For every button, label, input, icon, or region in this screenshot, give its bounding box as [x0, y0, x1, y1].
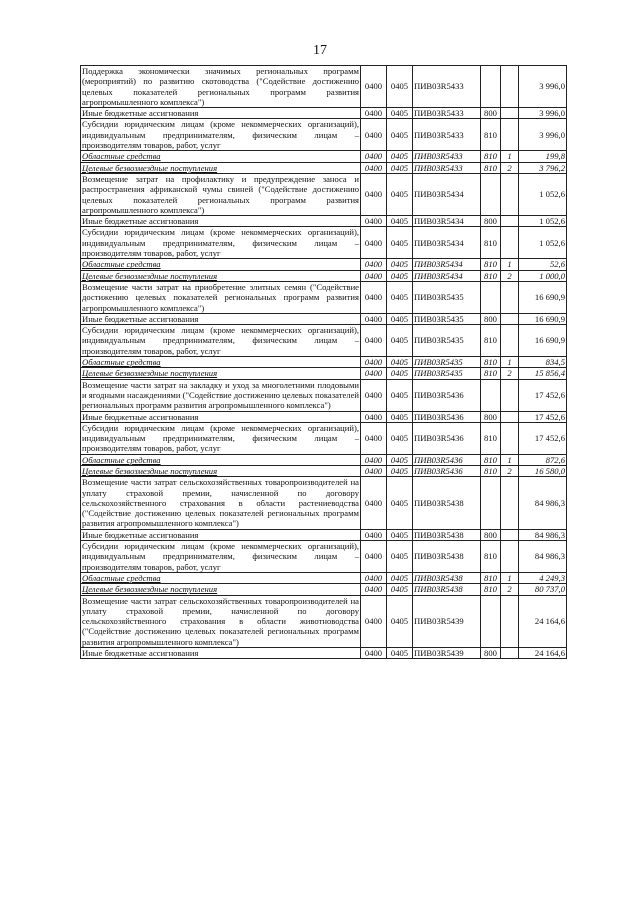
row-name: Областные средства: [81, 572, 361, 583]
funding-source-code: 1: [501, 572, 519, 583]
expense-type-code: 800: [481, 529, 501, 540]
funding-source-code: [501, 379, 519, 411]
funding-source-code: [501, 529, 519, 540]
table-row: [81, 66, 567, 108]
amount: 17 452,6: [519, 379, 567, 411]
expense-type-code: 810: [481, 259, 501, 270]
expense-type-code: [481, 379, 501, 411]
target-article-code: ПИВ03R5438: [413, 477, 481, 529]
subsection-code: 0405: [387, 227, 413, 259]
target-article-code: ПИВ03R5435: [413, 357, 481, 368]
table-row: [81, 584, 567, 595]
subsection-code: 0405: [387, 151, 413, 162]
target-article-code: ПИВ03R5435: [413, 313, 481, 324]
funding-source-code: [501, 281, 519, 313]
row-name: Возмещение части затрат на приобретение элитных семян ("Содействие достижению целевых показателей региональных программ развития агропромышленного комплекса"): [82, 281, 359, 313]
expense-type-code: 810: [481, 584, 501, 595]
section-code: 0400: [361, 270, 387, 281]
subsection-code: 0405: [387, 368, 413, 379]
table-row: [81, 465, 567, 476]
funding-source-code: 2: [501, 584, 519, 595]
target-article-code: ПИВ03R5436: [413, 465, 481, 476]
section-code: 0400: [361, 325, 387, 357]
amount: 84 986,3: [519, 529, 567, 540]
amount: 15 856,4: [519, 368, 567, 379]
table-row: [81, 411, 567, 422]
subsection-code: 0405: [387, 477, 413, 529]
table-row: [81, 572, 567, 583]
amount: 3 996,0: [519, 119, 567, 151]
row-name: Возмещение части затрат сельскохозяйственных товаропроизводителей на уплату страховой премии, начисленной по договору сельскохозяйственного страхования в области животноводства ("Содействие достижению целевых показателей региональных программ развития агропромышленного комплекса"): [82, 595, 359, 647]
subsection-code: 0405: [387, 595, 413, 647]
row-name: Иные бюджетные ассигнования: [81, 411, 361, 422]
target-article-code: ПИВ03R5434: [413, 173, 481, 215]
expense-type-code: [481, 595, 501, 647]
expense-type-code: 800: [481, 648, 501, 659]
target-article-code: ПИВ03R5438: [413, 541, 481, 573]
section-code: 0400: [361, 529, 387, 540]
section-code: 0400: [361, 465, 387, 476]
amount: 24 164,6: [519, 648, 567, 659]
subsection-code: 0405: [387, 325, 413, 357]
subsection-code: 0405: [387, 281, 413, 313]
subsection-code: 0405: [387, 572, 413, 583]
amount: 872,6: [519, 454, 567, 465]
subsection-code: 0405: [387, 529, 413, 540]
section-code: 0400: [361, 411, 387, 422]
section-code: 0400: [361, 66, 387, 108]
table-row: [81, 162, 567, 173]
section-code: 0400: [361, 281, 387, 313]
row-name: Целевые безвозмездные поступления: [81, 465, 361, 476]
expense-type-code: 810: [481, 465, 501, 476]
expense-type-code: [481, 281, 501, 313]
target-article-code: ПИВ03R5433: [413, 119, 481, 151]
subsection-code: 0405: [387, 119, 413, 151]
target-article-code: ПИВ03R5434: [413, 270, 481, 281]
section-code: 0400: [361, 173, 387, 215]
target-article-code: ПИВ03R5436: [413, 411, 481, 422]
section-code: 0400: [361, 357, 387, 368]
table-row: [81, 270, 567, 281]
target-article-code: ПИВ03R5438: [413, 529, 481, 540]
funding-source-code: [501, 325, 519, 357]
target-article-code: ПИВ03R5434: [413, 259, 481, 270]
funding-source-code: 1: [501, 454, 519, 465]
table-row: [81, 454, 567, 465]
funding-source-code: [501, 119, 519, 151]
target-article-code: ПИВ03R5439: [413, 595, 481, 647]
funding-source-code: [501, 422, 519, 454]
row-name: Иные бюджетные ассигнования: [81, 216, 361, 227]
row-name: Субсидии юридическим лицам (кроме некоммерческих организаций), индивидуальным предпринимателям, физическим лицам – производителям товаров, работ, услуг: [82, 227, 359, 259]
amount: 16 690,9: [519, 281, 567, 313]
table-row: [81, 529, 567, 540]
table-row: [81, 648, 567, 659]
target-article-code: ПИВ03R5436: [413, 454, 481, 465]
amount: 17 452,6: [519, 422, 567, 454]
funding-source-code: [501, 313, 519, 324]
section-code: 0400: [361, 368, 387, 379]
table-row: [81, 281, 567, 313]
amount: 52,6: [519, 259, 567, 270]
expense-type-code: 800: [481, 108, 501, 119]
table-row: [81, 325, 567, 357]
amount: 199,8: [519, 151, 567, 162]
funding-source-code: 2: [501, 162, 519, 173]
row-name: Субсидии юридическим лицам (кроме некоммерческих организаций), индивидуальным предпринимателям, физическим лицам – производителям товаров, работ, услуг: [82, 422, 359, 454]
row-name: Возмещение затрат на профилактику и предупреждение заноса и распространения африканской чумы свиней ("Содействие достижению целевых показателей региональных программ развития агропромышленного комплекса"): [82, 173, 359, 215]
funding-source-code: 1: [501, 259, 519, 270]
section-code: 0400: [361, 259, 387, 270]
funding-source-code: 1: [501, 151, 519, 162]
funding-source-code: [501, 541, 519, 573]
table-row: [81, 541, 567, 573]
budget-table-body: [81, 66, 567, 659]
expense-type-code: 800: [481, 411, 501, 422]
subsection-code: 0405: [387, 216, 413, 227]
amount: 1 052,6: [519, 227, 567, 259]
expense-type-code: 810: [481, 357, 501, 368]
table-row: [81, 368, 567, 379]
target-article-code: ПИВ03R5435: [413, 368, 481, 379]
funding-source-code: 2: [501, 465, 519, 476]
amount: 80 737,0: [519, 584, 567, 595]
subsection-code: 0405: [387, 173, 413, 215]
funding-source-code: [501, 477, 519, 529]
funding-source-code: [501, 108, 519, 119]
budget-table: [80, 65, 567, 659]
table-row: [81, 379, 567, 411]
expense-type-code: 810: [481, 454, 501, 465]
expense-type-code: 810: [481, 422, 501, 454]
expense-type-code: 810: [481, 270, 501, 281]
subsection-code: 0405: [387, 454, 413, 465]
table-row: [81, 313, 567, 324]
row-name: Целевые безвозмездные поступления: [81, 162, 361, 173]
funding-source-code: 2: [501, 368, 519, 379]
target-article-code: ПИВ03R5433: [413, 151, 481, 162]
funding-source-code: [501, 227, 519, 259]
subsection-code: 0405: [387, 357, 413, 368]
target-article-code: ПИВ03R5436: [413, 379, 481, 411]
row-name: Иные бюджетные ассигнования: [81, 313, 361, 324]
expense-type-code: 810: [481, 227, 501, 259]
row-name: Иные бюджетные ассигнования: [81, 648, 361, 659]
funding-source-code: [501, 216, 519, 227]
expense-type-code: [481, 173, 501, 215]
section-code: 0400: [361, 227, 387, 259]
section-code: 0400: [361, 648, 387, 659]
target-article-code: ПИВ03R5434: [413, 227, 481, 259]
funding-source-code: 1: [501, 357, 519, 368]
row-name: Возмещение части затрат на закладку и уход за многолетними плодовыми и ягодными насаждениями ("Содействие достижению целевых показателей региональных программ развития агропромышленного комплекса"): [82, 379, 359, 411]
row-name: Областные средства: [81, 357, 361, 368]
amount: 1 052,6: [519, 173, 567, 215]
subsection-code: 0405: [387, 584, 413, 595]
expense-type-code: [481, 66, 501, 108]
subsection-code: 0405: [387, 162, 413, 173]
amount: 1 052,6: [519, 216, 567, 227]
page-number: 17: [313, 43, 327, 58]
section-code: 0400: [361, 108, 387, 119]
expense-type-code: 810: [481, 541, 501, 573]
section-code: 0400: [361, 379, 387, 411]
amount: 16 580,0: [519, 465, 567, 476]
table-row: [81, 477, 567, 529]
subsection-code: 0405: [387, 648, 413, 659]
section-code: 0400: [361, 422, 387, 454]
funding-source-code: [501, 648, 519, 659]
section-code: 0400: [361, 595, 387, 647]
target-article-code: ПИВ03R5439: [413, 648, 481, 659]
amount: 3 796,2: [519, 162, 567, 173]
subsection-code: 0405: [387, 259, 413, 270]
row-name: Поддержка экономически значимых региональных программ (мероприятий) по развитию скотоводства ("Содействие достижению целевых показателей региональных программ развития агропромышленного комплекса"): [82, 66, 359, 107]
subsection-code: 0405: [387, 313, 413, 324]
section-code: 0400: [361, 454, 387, 465]
table-row: [81, 173, 567, 215]
amount: 24 164,6: [519, 595, 567, 647]
amount: 4 249,3: [519, 572, 567, 583]
row-name: Субсидии юридическим лицам (кроме некоммерческих организаций), индивидуальным предпринимателям, физическим лицам – производителям товаров, работ, услуг: [82, 119, 359, 151]
section-code: 0400: [361, 151, 387, 162]
amount: 17 452,6: [519, 411, 567, 422]
row-name: Областные средства: [81, 454, 361, 465]
subsection-code: 0405: [387, 270, 413, 281]
subsection-code: 0405: [387, 465, 413, 476]
target-article-code: ПИВ03R5435: [413, 325, 481, 357]
section-code: 0400: [361, 119, 387, 151]
amount: 16 690,9: [519, 313, 567, 324]
subsection-code: 0405: [387, 411, 413, 422]
subsection-code: 0405: [387, 66, 413, 108]
expense-type-code: 810: [481, 119, 501, 151]
row-name: Возмещение части затрат сельскохозяйственных товаропроизводителей на уплату страховой премии, начисленной по договору сельскохозяйственного страхования в области растениеводства ("Содействие достижению целевых показателей региональных программ развития агропромышленного комплекса"): [82, 477, 359, 529]
amount: 16 690,9: [519, 325, 567, 357]
expense-type-code: [481, 477, 501, 529]
table-row: [81, 108, 567, 119]
table-row: [81, 422, 567, 454]
amount: 3 996,0: [519, 66, 567, 108]
funding-source-code: [501, 411, 519, 422]
target-article-code: ПИВ03R5433: [413, 108, 481, 119]
table-row: [81, 595, 567, 647]
funding-source-code: [501, 595, 519, 647]
table-row: [81, 119, 567, 151]
section-code: 0400: [361, 313, 387, 324]
section-code: 0400: [361, 162, 387, 173]
amount: 84 986,3: [519, 541, 567, 573]
target-article-code: ПИВ03R5435: [413, 281, 481, 313]
row-name: Областные средства: [81, 259, 361, 270]
target-article-code: ПИВ03R5436: [413, 422, 481, 454]
target-article-code: ПИВ03R5433: [413, 162, 481, 173]
row-name: Иные бюджетные ассигнования: [81, 108, 361, 119]
section-code: 0400: [361, 216, 387, 227]
table-row: [81, 227, 567, 259]
table-row: [81, 151, 567, 162]
target-article-code: ПИВ03R5434: [413, 216, 481, 227]
row-name: Субсидии юридическим лицам (кроме некоммерческих организаций), индивидуальным предпринимателям, физическим лицам – производителям товаров, работ, услуг: [82, 541, 359, 572]
section-code: 0400: [361, 477, 387, 529]
amount: 834,5: [519, 357, 567, 368]
section-code: 0400: [361, 541, 387, 573]
expense-type-code: 810: [481, 368, 501, 379]
section-code: 0400: [361, 572, 387, 583]
row-name: Субсидии юридическим лицам (кроме некоммерческих организаций), индивидуальным предпринимателям, физическим лицам – производителям товаров, работ, услуг: [82, 325, 359, 356]
target-article-code: ПИВ03R5433: [413, 66, 481, 108]
row-name: Целевые безвозмездные поступления: [81, 270, 361, 281]
amount: 3 996,0: [519, 108, 567, 119]
target-article-code: ПИВ03R5438: [413, 584, 481, 595]
funding-source-code: [501, 66, 519, 108]
expense-type-code: 800: [481, 216, 501, 227]
expense-type-code: 810: [481, 325, 501, 357]
expense-type-code: 810: [481, 162, 501, 173]
row-name: Областные средства: [81, 151, 361, 162]
expense-type-code: 800: [481, 313, 501, 324]
funding-source-code: [501, 173, 519, 215]
subsection-code: 0405: [387, 379, 413, 411]
table-row: [81, 216, 567, 227]
table-row: [81, 259, 567, 270]
subsection-code: 0405: [387, 108, 413, 119]
section-code: 0400: [361, 584, 387, 595]
target-article-code: ПИВ03R5438: [413, 572, 481, 583]
subsection-code: 0405: [387, 541, 413, 573]
row-name: Целевые безвозмездные поступления: [81, 584, 361, 595]
row-name: Иные бюджетные ассигнования: [81, 529, 361, 540]
funding-source-code: 2: [501, 270, 519, 281]
expense-type-code: 810: [481, 572, 501, 583]
row-name: Целевые безвозмездные поступления: [81, 368, 361, 379]
amount: 1 000,0: [519, 270, 567, 281]
expense-type-code: 810: [481, 151, 501, 162]
table-row: [81, 357, 567, 368]
amount: 84 986,3: [519, 477, 567, 529]
subsection-code: 0405: [387, 422, 413, 454]
